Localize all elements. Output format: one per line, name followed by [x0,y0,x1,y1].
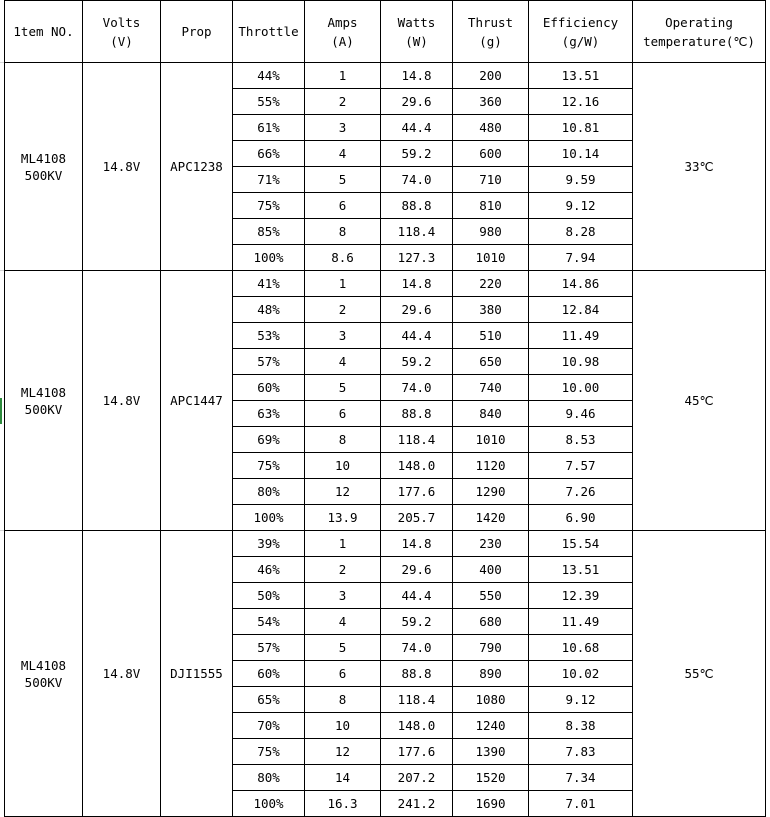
cell-throttle[interactable]: 65% [233,687,305,713]
cell-efficiency[interactable]: 8.38 [529,713,633,739]
cell-efficiency[interactable]: 9.12 [529,193,633,219]
cell-thrust[interactable]: 220 [453,271,529,297]
cell-thrust[interactable]: 710 [453,167,529,193]
cell-thrust[interactable]: 1080 [453,687,529,713]
cell-efficiency[interactable]: 13.51 [529,63,633,89]
cell-watts[interactable]: 74.0 [381,635,453,661]
cell-efficiency[interactable]: 13.51 [529,557,633,583]
cell-watts[interactable]: 241.2 [381,791,453,817]
cell-throttle[interactable]: 100% [233,505,305,531]
cell-thrust[interactable]: 1240 [453,713,529,739]
cell-watts[interactable]: 44.4 [381,115,453,141]
cell-prop[interactable]: APC1238 [161,63,233,271]
cell-efficiency[interactable]: 10.00 [529,375,633,401]
cell-volts[interactable]: 14.8V [83,271,161,531]
cell-amps[interactable]: 6 [305,661,381,687]
cell-efficiency[interactable]: 7.94 [529,245,633,271]
cell-efficiency[interactable]: 12.84 [529,297,633,323]
cell-watts[interactable]: 14.8 [381,531,453,557]
cell-thrust[interactable]: 840 [453,401,529,427]
cell-thrust[interactable]: 1120 [453,453,529,479]
cell-throttle[interactable]: 41% [233,271,305,297]
cell-item-no[interactable]: ML4108 500KV [5,271,83,531]
cell-watts[interactable]: 177.6 [381,479,453,505]
cell-efficiency[interactable]: 10.02 [529,661,633,687]
cell-watts[interactable]: 29.6 [381,557,453,583]
cell-efficiency[interactable]: 12.39 [529,583,633,609]
cell-throttle[interactable]: 46% [233,557,305,583]
cell-amps[interactable]: 4 [305,609,381,635]
cell-throttle[interactable]: 70% [233,713,305,739]
cell-throttle[interactable]: 39% [233,531,305,557]
cell-throttle[interactable]: 50% [233,583,305,609]
cell-efficiency[interactable]: 11.49 [529,323,633,349]
cell-thrust[interactable]: 1010 [453,245,529,271]
cell-throttle[interactable]: 71% [233,167,305,193]
cell-efficiency[interactable]: 8.28 [529,219,633,245]
cell-amps[interactable]: 12 [305,479,381,505]
cell-amps[interactable]: 3 [305,583,381,609]
cell-amps[interactable]: 5 [305,167,381,193]
cell-item-no[interactable]: ML4108 500KV [5,531,83,817]
cell-thrust[interactable]: 230 [453,531,529,557]
cell-efficiency[interactable]: 10.98 [529,349,633,375]
cell-throttle[interactable]: 44% [233,63,305,89]
header-operating-temperature[interactable]: Operating temperature(℃) [633,1,766,63]
cell-throttle[interactable]: 61% [233,115,305,141]
cell-thrust[interactable]: 810 [453,193,529,219]
cell-watts[interactable]: 59.2 [381,609,453,635]
cell-efficiency[interactable]: 7.57 [529,453,633,479]
table-row [5,531,766,557]
cell-operating-temperature[interactable]: 55℃ [633,531,766,817]
cell-efficiency[interactable]: 7.01 [529,791,633,817]
cell-watts[interactable]: 127.3 [381,245,453,271]
cell-efficiency[interactable]: 14.86 [529,271,633,297]
cell-efficiency[interactable]: 10.81 [529,115,633,141]
cell-watts[interactable]: 177.6 [381,739,453,765]
cell-thrust[interactable]: 1690 [453,791,529,817]
cell-volts[interactable]: 14.8V [83,63,161,271]
header-row [5,1,766,63]
cell-throttle[interactable]: 57% [233,635,305,661]
cell-throttle[interactable]: 100% [233,791,305,817]
cell-amps[interactable]: 10 [305,453,381,479]
cell-thrust[interactable]: 1420 [453,505,529,531]
cell-throttle[interactable]: 100% [233,245,305,271]
cell-amps[interactable]: 2 [305,89,381,115]
cell-amps[interactable]: 5 [305,635,381,661]
cell-amps[interactable]: 8 [305,687,381,713]
cell-efficiency[interactable]: 12.16 [529,89,633,115]
cell-amps[interactable]: 2 [305,297,381,323]
cell-operating-temperature[interactable]: 33℃ [633,63,766,271]
cell-throttle[interactable]: 66% [233,141,305,167]
cell-operating-temperature[interactable]: 45℃ [633,271,766,531]
cell-watts[interactable]: 88.8 [381,401,453,427]
cell-item-no[interactable]: ML4108 500KV [5,63,83,271]
cell-watts[interactable]: 118.4 [381,427,453,453]
header-throttle[interactable]: Throttle [233,1,305,63]
cell-throttle[interactable]: 60% [233,375,305,401]
cell-watts[interactable]: 29.6 [381,297,453,323]
cell-watts[interactable]: 14.8 [381,63,453,89]
cell-throttle[interactable]: 85% [233,219,305,245]
cell-thrust[interactable]: 680 [453,609,529,635]
cell-amps[interactable]: 8 [305,219,381,245]
cell-thrust[interactable]: 650 [453,349,529,375]
cell-watts[interactable]: 74.0 [381,167,453,193]
row-selection-indicator [0,398,2,424]
cell-amps[interactable]: 4 [305,141,381,167]
cell-amps[interactable]: 16.3 [305,791,381,817]
cell-amps[interactable]: 5 [305,375,381,401]
cell-efficiency[interactable]: 9.12 [529,687,633,713]
cell-watts[interactable]: 74.0 [381,375,453,401]
cell-efficiency[interactable]: 9.46 [529,401,633,427]
cell-efficiency[interactable]: 7.83 [529,739,633,765]
cell-watts[interactable]: 207.2 [381,765,453,791]
table-row [5,63,766,89]
cell-efficiency[interactable]: 9.59 [529,167,633,193]
table-row [5,271,766,297]
cell-throttle[interactable]: 54% [233,609,305,635]
cell-amps[interactable]: 6 [305,401,381,427]
header-item-no[interactable]: 1tem NO. [5,1,83,63]
cell-efficiency[interactable]: 15.54 [529,531,633,557]
cell-efficiency[interactable]: 8.53 [529,427,633,453]
cell-thrust[interactable]: 790 [453,635,529,661]
cell-throttle[interactable]: 69% [233,427,305,453]
cell-watts[interactable]: 88.8 [381,193,453,219]
cell-throttle[interactable]: 75% [233,453,305,479]
cell-efficiency[interactable]: 10.14 [529,141,633,167]
cell-amps[interactable]: 6 [305,193,381,219]
cell-watts[interactable]: 148.0 [381,453,453,479]
cell-thrust[interactable]: 980 [453,219,529,245]
cell-amps[interactable]: 8.6 [305,245,381,271]
cell-thrust[interactable]: 480 [453,115,529,141]
cell-amps[interactable]: 1 [305,531,381,557]
cell-throttle[interactable]: 60% [233,661,305,687]
cell-amps[interactable]: 2 [305,557,381,583]
cell-prop[interactable]: APC1447 [161,271,233,531]
cell-amps[interactable]: 8 [305,427,381,453]
cell-prop[interactable]: DJI1555 [161,531,233,817]
cell-thrust[interactable]: 380 [453,297,529,323]
header-volts[interactable]: Volts (V) [83,1,161,63]
cell-watts[interactable]: 14.8 [381,271,453,297]
cell-amps[interactable]: 4 [305,349,381,375]
cell-thrust[interactable]: 740 [453,375,529,401]
motor-test-table [4,0,766,817]
cell-throttle[interactable]: 55% [233,89,305,115]
cell-watts[interactable]: 59.2 [381,349,453,375]
cell-throttle[interactable]: 80% [233,765,305,791]
cell-thrust[interactable]: 360 [453,89,529,115]
cell-watts[interactable]: 118.4 [381,687,453,713]
cell-efficiency[interactable]: 7.26 [529,479,633,505]
cell-thrust[interactable]: 600 [453,141,529,167]
cell-amps[interactable]: 12 [305,739,381,765]
cell-efficiency[interactable]: 10.68 [529,635,633,661]
cell-efficiency[interactable]: 6.90 [529,505,633,531]
cell-amps[interactable]: 14 [305,765,381,791]
cell-efficiency[interactable]: 7.34 [529,765,633,791]
cell-thrust[interactable]: 1010 [453,427,529,453]
header-thrust[interactable]: Thrust (g) [453,1,529,63]
cell-amps[interactable]: 3 [305,323,381,349]
cell-amps[interactable]: 1 [305,63,381,89]
cell-throttle[interactable]: 63% [233,401,305,427]
cell-thrust[interactable]: 400 [453,557,529,583]
cell-throttle[interactable]: 80% [233,479,305,505]
cell-thrust[interactable]: 1390 [453,739,529,765]
cell-thrust[interactable]: 550 [453,583,529,609]
cell-throttle[interactable]: 48% [233,297,305,323]
cell-throttle[interactable]: 75% [233,739,305,765]
header-watts[interactable]: Watts (W) [381,1,453,63]
cell-watts[interactable]: 148.0 [381,713,453,739]
cell-thrust[interactable]: 200 [453,63,529,89]
header-amps[interactable]: Amps (A) [305,1,381,63]
cell-thrust[interactable]: 890 [453,661,529,687]
table-body [5,63,766,817]
cell-throttle[interactable]: 53% [233,323,305,349]
cell-thrust[interactable]: 1520 [453,765,529,791]
cell-watts[interactable]: 118.4 [381,219,453,245]
cell-watts[interactable]: 59.2 [381,141,453,167]
cell-watts[interactable]: 205.7 [381,505,453,531]
cell-watts[interactable]: 44.4 [381,583,453,609]
cell-amps[interactable]: 1 [305,271,381,297]
header-prop[interactable]: Prop [161,1,233,63]
cell-volts[interactable]: 14.8V [83,531,161,817]
cell-watts[interactable]: 88.8 [381,661,453,687]
cell-watts[interactable]: 29.6 [381,89,453,115]
cell-amps[interactable]: 3 [305,115,381,141]
cell-watts[interactable]: 44.4 [381,323,453,349]
cell-thrust[interactable]: 1290 [453,479,529,505]
cell-amps[interactable]: 10 [305,713,381,739]
cell-throttle[interactable]: 57% [233,349,305,375]
cell-efficiency[interactable]: 11.49 [529,609,633,635]
header-efficiency[interactable]: Efficiency (g/W) [529,1,633,63]
cell-throttle[interactable]: 75% [233,193,305,219]
cell-amps[interactable]: 13.9 [305,505,381,531]
cell-thrust[interactable]: 510 [453,323,529,349]
